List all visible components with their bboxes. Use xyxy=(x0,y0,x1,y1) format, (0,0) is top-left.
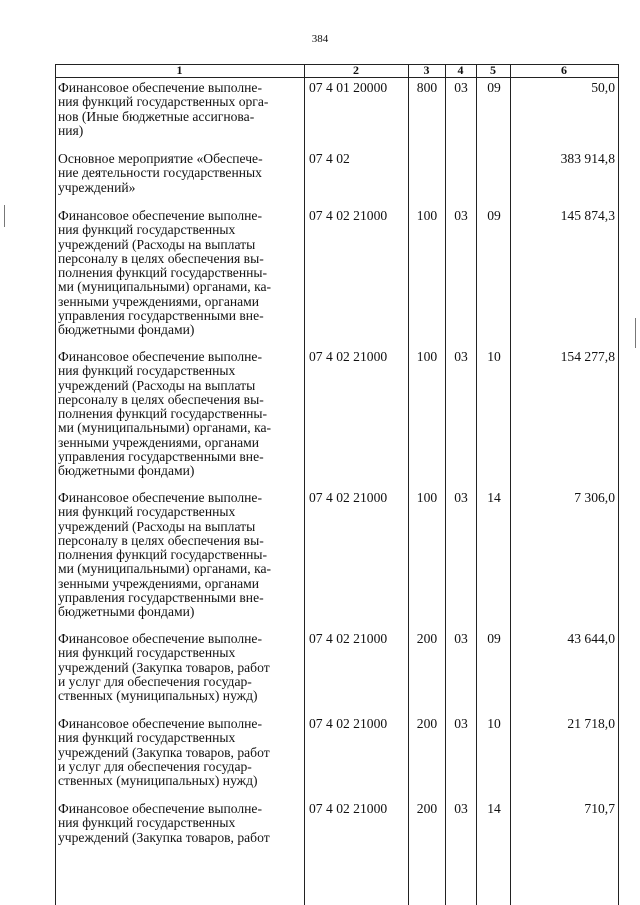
header-col-1: 1 xyxy=(176,63,183,77)
row-expense-type: 200 xyxy=(416,631,438,646)
row-code: 07 4 02 21000 xyxy=(309,631,388,646)
row-code: 07 4 02 21000 xyxy=(309,490,388,505)
column-divider xyxy=(304,64,305,905)
page-number: 384 xyxy=(311,33,329,45)
column-divider xyxy=(408,64,409,905)
row-code: 07 4 01 20000 xyxy=(309,80,388,95)
row-expense-type: 200 xyxy=(416,716,438,731)
row-subsection: 09 xyxy=(487,208,501,223)
column-divider xyxy=(445,64,446,905)
row-amount: 43 644,0 xyxy=(567,631,615,646)
row-description: Финансовое обеспечение выполне- ния функций государственных учреждений (Расходы на выплаты персоналу в целях обеспечения вы- полнения функций государственны- ми (муниципальными) органами, ка- зенными учреждениями, органами управления государственными вне- бюджетными фондами) xyxy=(58,349,272,479)
row-expense-type: 100 xyxy=(416,349,438,364)
row-subsection: 09 xyxy=(487,631,501,646)
row-code: 07 4 02 xyxy=(309,151,350,166)
row-amount: 710,7 xyxy=(584,801,615,816)
row-subsection: 10 xyxy=(487,349,501,364)
header-col-4: 4 xyxy=(457,63,464,77)
row-description: Финансовое обеспечение выполне- ния функций государственных учреждений (Закупка товаров, работ xyxy=(58,801,270,845)
row-subsection: 14 xyxy=(487,490,501,505)
row-code: 07 4 02 21000 xyxy=(309,801,388,816)
row-description: Финансовое обеспечение выполне- ния функций государственных учреждений (Расходы на выплаты персоналу в целях обеспечения вы- полнения функций государственны- ми (муниципальными) органами, ка- зенными учреждениями, органами управления государственными вне- бюджетными фондами) xyxy=(58,490,272,620)
row-section: 03 xyxy=(454,349,468,364)
row-section: 03 xyxy=(454,80,468,95)
row-amount: 145 874,3 xyxy=(560,208,615,223)
row-description: Основное мероприятие «Обеспече- ние деятельности государственных учреждений» xyxy=(58,151,263,195)
row-section: 03 xyxy=(454,490,468,505)
row-section: 03 xyxy=(454,631,468,646)
row-section: 03 xyxy=(454,801,468,816)
row-section: 03 xyxy=(454,208,468,223)
row-subsection: 09 xyxy=(487,80,501,95)
row-amount: 50,0 xyxy=(591,80,615,95)
row-section: 03 xyxy=(454,716,468,731)
row-code: 07 4 02 21000 xyxy=(309,716,388,731)
row-code: 07 4 02 21000 xyxy=(309,208,388,223)
column-divider xyxy=(510,64,511,905)
table-right-border xyxy=(618,64,619,905)
row-description: Финансовое обеспечение выполне- ния функций государственных орга- нов (Иные бюджетные ассигнова- ния) xyxy=(58,80,269,138)
row-expense-type: 800 xyxy=(416,80,438,95)
header-col-5: 5 xyxy=(490,63,496,77)
row-code: 07 4 02 21000 xyxy=(309,349,388,364)
row-amount: 383 914,8 xyxy=(560,151,615,166)
row-description: Финансовое обеспечение выполне- ния функций государственных учреждений (Расходы на выплаты персоналу в целях обеспечения вы- полнения функций государственны- ми (муниципальными) органами, ка- зенными учреждениями, органами управления государственными вне- бюджетными фондами) xyxy=(58,208,272,338)
row-expense-type: 100 xyxy=(416,490,438,505)
row-amount: 7 306,0 xyxy=(574,490,615,505)
row-amount: 21 718,0 xyxy=(567,716,615,731)
header-col-2: 2 xyxy=(353,63,359,77)
row-expense-type: 100 xyxy=(416,208,438,223)
row-description: Финансовое обеспечение выполне- ния функций государственных учреждений (Закупка товаров, работ и услуг для обеспечения государ- ственных (муниципальных) нужд) xyxy=(58,716,270,789)
budget-table xyxy=(55,64,619,905)
row-amount: 154 277,8 xyxy=(560,349,615,364)
row-expense-type: 200 xyxy=(416,801,438,816)
scan-artifact xyxy=(635,318,636,348)
header-bottom-border xyxy=(55,77,619,78)
row-description: Финансовое обеспечение выполне- ния функций государственных учреждений (Закупка товаров, работ и услуг для обеспечения государ- ственных (муниципальных) нужд) xyxy=(58,631,270,704)
header-col-3: 3 xyxy=(423,63,430,77)
scan-artifact xyxy=(4,205,5,227)
header-col-6: 6 xyxy=(561,63,567,77)
row-subsection: 14 xyxy=(487,801,501,816)
row-subsection: 10 xyxy=(487,716,501,731)
column-divider xyxy=(476,64,477,905)
table-left-border xyxy=(55,64,56,905)
